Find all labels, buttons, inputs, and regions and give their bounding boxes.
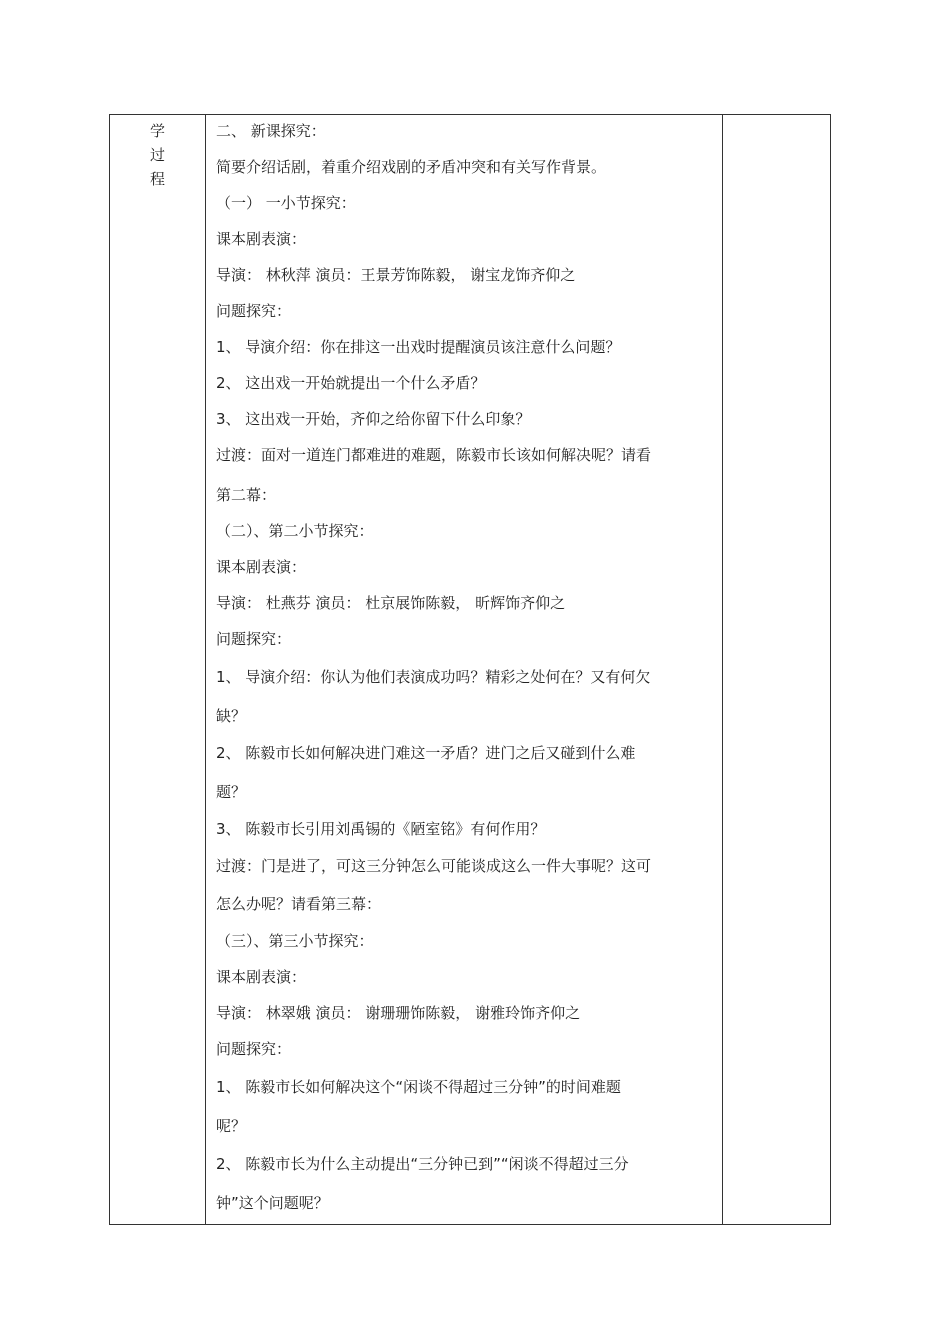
text-line: 二、 新课探究： [216, 122, 326, 140]
text-line: 过渡：门是进了，可这三分钟怎么可能谈成这么一件大事呢？这可 [216, 857, 652, 875]
section-label-char: 过 [150, 146, 166, 164]
column-divider [722, 115, 723, 1224]
text-line: 导演： 林秋萍 演员：王景芳饰陈毅， 谢宝龙饰齐仰之 [216, 266, 576, 284]
text-line: （三）、第三小节探究： [216, 932, 374, 950]
text-line: 2、 这出戏一开始就提出一个什么矛盾？ [216, 374, 486, 392]
text-line: 呢？ [216, 1117, 247, 1135]
text-line: 题？ [216, 783, 247, 801]
text-line: （二）、第二小节探究： [216, 522, 374, 540]
text-line: 课本剧表演： [216, 230, 307, 248]
text-line: 2、 陈毅市长如何解决进门难这一矛盾？进门之后又碰到什么难 [216, 744, 636, 762]
text-line: 2、 陈毅市长为什么主动提出“三分钟已到”“闲谈不得超过三分 [216, 1155, 629, 1173]
text-line: 1、 导演介绍：你认为他们表演成功吗？精彩之处何在？又有何欠 [216, 668, 651, 686]
text-line: 问题探究： [216, 630, 292, 648]
text-line: 第二幕： [216, 486, 277, 504]
text-line: 怎么办呢？请看第三幕： [216, 895, 382, 913]
section-label-char: 程 [150, 170, 166, 188]
text-line: 过渡：面对一道连门都难进的难题，陈毅市长该如何解决呢？请看 [216, 446, 652, 464]
lesson-table [109, 114, 831, 1225]
text-line: （一） 一小节探究： [216, 194, 356, 212]
text-line: 导演： 杜燕芬 演员： 杜京展饰陈毅， 昕辉饰齐仰之 [216, 594, 566, 612]
text-line: 1、 陈毅市长如何解决这个“闲谈不得超过三分钟”的时间难题 [216, 1078, 621, 1096]
text-line: 导演： 林翠娥 演员： 谢珊珊饰陈毅， 谢雅玲饰齐仰之 [216, 1004, 581, 1022]
text-line: 简要介绍话剧，着重介绍戏剧的矛盾冲突和有关写作背景。 [216, 158, 607, 176]
text-line: 问题探究： [216, 1040, 292, 1058]
text-line: 钟”这个问题呢？ [216, 1194, 329, 1212]
text-line: 课本剧表演： [216, 968, 307, 986]
text-line: 课本剧表演： [216, 558, 307, 576]
text-line: 缺？ [216, 707, 247, 725]
column-divider [205, 115, 206, 1224]
text-line: 问题探究： [216, 302, 292, 320]
section-label-char: 学 [150, 122, 166, 140]
text-line: 3、 这出戏一开始，齐仰之给你留下什么印象？ [216, 410, 531, 428]
text-line: 1、 导演介绍：你在排这一出戏时提醒演员该注意什么问题？ [216, 338, 621, 356]
text-line: 3、 陈毅市长引用刘禹锡的《陋室铭》有何作用？ [216, 820, 546, 838]
section-label [150, 119, 170, 191]
